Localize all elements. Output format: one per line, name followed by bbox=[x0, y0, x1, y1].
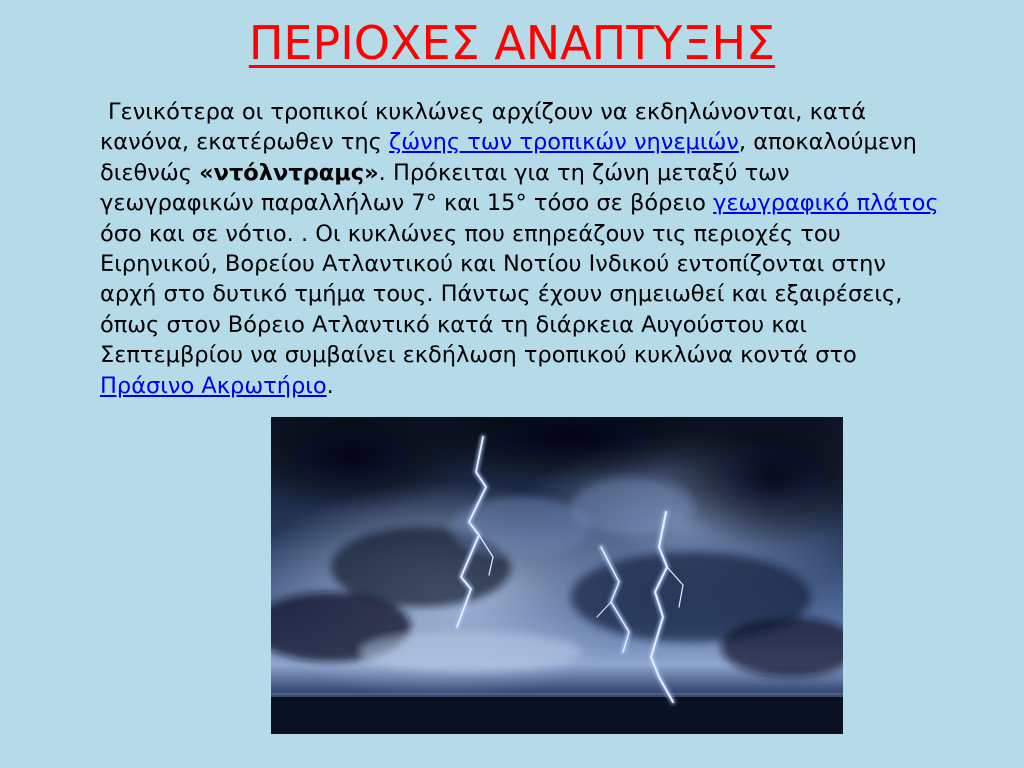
link-cape-verde[interactable]: Πράσινο Ακρωτήριο bbox=[100, 372, 327, 399]
paragraph-text-4: όσο και σε νότιο. . Οι κυκλώνες που επηρεάζουν τις περιοχές του Ειρηνικού, Βορείου Ατλαντικού και Νοτίου Ινδικού εντοπίζονται στην αρχή στο δυτικό τμήμα τους. Πάντως έχουν σημειωθεί και εξαιρέσεις, όπως στον Βόρειο Ατλαντικό κατά τη διάρκεια Αυγούστου και Σεπτεμβρίου να συμβαίνει εκδήλωση τροπικού κυκλώνα κοντά στο bbox=[100, 220, 903, 369]
paragraph-text-3: . Πρόκειται για τη ζώνη μεταξύ των γεωγραφικών παραλλήλων 7° και 15° τόσο σε βόρειο bbox=[100, 159, 790, 217]
doldrums-term: «ντόλντραμς» bbox=[199, 159, 379, 186]
paragraph-text-1: Γενικότερα οι τροπικοί κυκλώνες αρχίζουν να εκδηλώνονται, κατά κανόνα, εκατέρωθεν της bbox=[100, 99, 867, 156]
link-itcz[interactable]: ζώνης των τροπικών νηνεμιών bbox=[389, 129, 739, 156]
body-paragraph bbox=[100, 97, 948, 401]
paragraph-text-2: , αποκαλούμενη διεθνώς bbox=[100, 129, 917, 186]
link-latitude[interactable]: γεωγραφικό πλάτος bbox=[713, 190, 939, 217]
storm-lightning-image bbox=[271, 417, 843, 734]
paragraph-text-5: . bbox=[326, 372, 334, 399]
slide-title: ΠΕΡΙΟΧΕΣ ΑΝΑΠΤΥΞΗΣ bbox=[248, 16, 776, 70]
